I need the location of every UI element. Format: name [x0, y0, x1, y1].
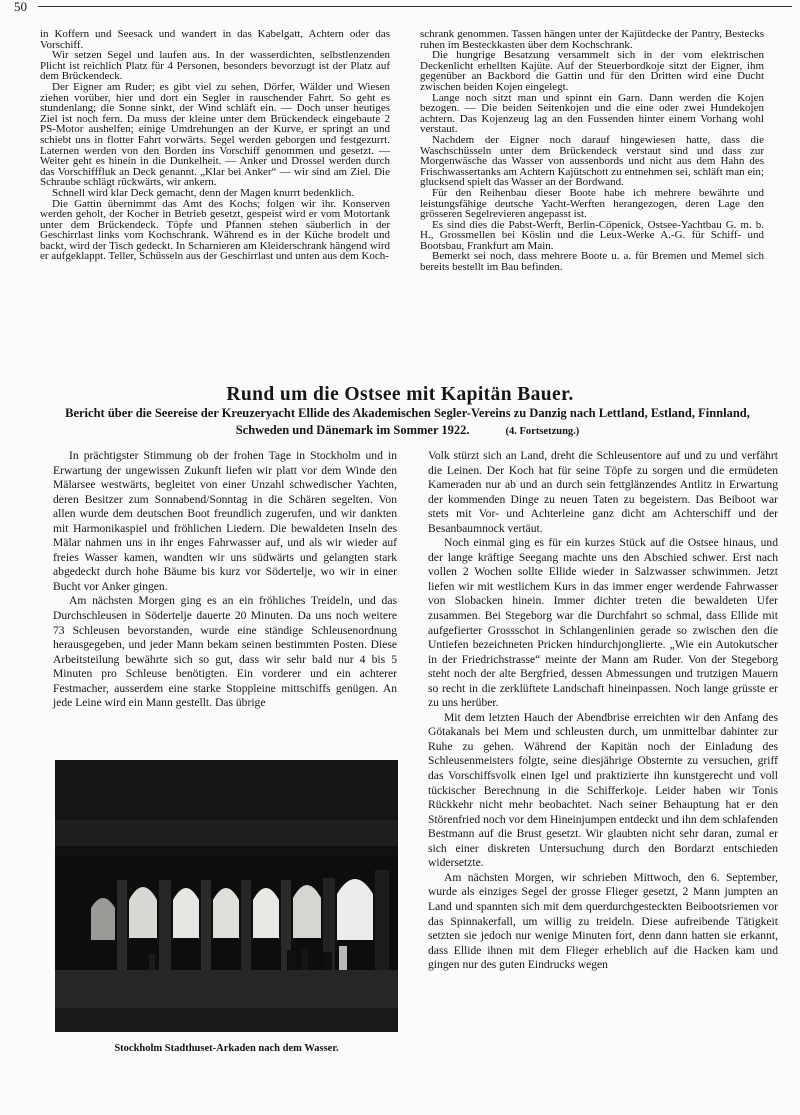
paragraph: Für den Reihenbau dieser Boote habe ich mehrere bewährte und leistungsfähige deutsche Yacht-Werften herangezogen, deren Lage den grösseren Segelrevieren angepasst ist. [420, 186, 764, 221]
article-right-column [428, 449, 778, 973]
paragraph: schrank genommen. Tassen hängen unter der Kajütdecke der Pantry, Bestecks ruhen im Besteckkasten über dem Kochschrank. [420, 28, 764, 51]
paragraph: Am nächsten Morgen, wir schrieben Mittwoch, den 6. September, wurde als einziges Segel der grosse Flieger gesetzt, 2 Mann jumpten an Land und spannten sich mit dem querdurchgesteckten Beibootsriemen vor das Spinnakerfall, um willig zu treideln. Diese aufreibende Tätigkeit setzten sie jedoch nur wenige Minuten fort, denn dann hatten sie erkannt, dass Ellide ihnen mit dem Flieger erheblich auf die Hacken kam und gingen nur des guten Eindrucks wegen [428, 870, 778, 972]
stockholm-arcade-photo [55, 760, 398, 1032]
page-number: 50 [14, 0, 27, 14]
article-title: Rund um die Ostsee mit Kapitän Bauer. [226, 384, 574, 405]
paragraph: Bemerkt sei noch, dass mehrere Boote u. a. für Bremen und Memel sich bereits bestellt im Bau befinden. [420, 250, 764, 274]
paragraph: Die hungrige Besatzung versammelt sich in der vom elektrischen Deckenlicht erhellten Kajüte. Auf der Steuerbordkoje sitzt der Eigner, ihm gegenüber an Backbord die Gattin und für den Dritten wird eine Ducht zwischen beiden Kojen eingelegt. [420, 49, 764, 93]
paragraph: Am nächsten Morgen ging es an ein fröhliches Treideln, und das Durchschleusen in Södertelje dauerte 20 Minuten. Da uns noch weitere 73 Schleusen bevorstanden, wurde eine ständige Schleusenordnung herausgegeben, und jeder Mann bekam seinen bestimmten Posten. Diese Arbeitsteilung bewährte sich so gut, dass wir sehr bald nur 4 bis 5 Minuten pro Schleuse benötigten. Ein vorderer und ein achterer Festmacher, ausserdem eine starke Stoppleine mittschiffs genügen. An jede Leine wird ein Mann gestellt. Das übrige [53, 594, 397, 710]
article-left-column [53, 449, 397, 711]
paragraph: Volk stürzt sich an Land, dreht die Schleusentore auf und zu und verfährt die Leinen. Der Koch hat für seine Töpfe zu sorgen und die ermüdeten Kameraden nur ab und an durch sein fettglänzendes Antlitz in Erwartung der kommenden Dinge zu neuen Taten zu begeistern. Das Beiboot war stets mit Vor- und Achterleine ganz dicht am Achterschiff und der Besanbaumnock vertäut. [428, 449, 778, 535]
paragraph: Wir setzen Segel und laufen aus. In der wasserdichten, selbstlenzenden Plicht ist reichlich Platz für 4 Personen, besonders bevorzugt ist der Platz auf dem Brückendeck. [40, 49, 390, 83]
paragraph: Mit dem letzten Hauch der Abendbrise erreichten wir den Anfang des Götakanals bei Mem und schleusten durch, um unmittelbar dahinter zur Ruhe zu gehen. Während der Kapitän noch der Einladung des Schleusenmeisters folgte, seine diesjährige Obsternte zu versuchen, griff das Vorschiffsvolk einen Igel und praktizierte ihn kunstgerecht und voll tückischer Berechnung in die Schifferkoje. Leider haben wir Tonis Rückkehr nicht mehr beobachtet. Nach seiner Behauptung hat er den Störenfried noch vor dem Hineinjumpen entdeckt und ihn dem schlafenden Bestmann auf die Brust gesetzt. Wir glaubten nicht sehr daran, zumal er sich einer diskreten Untersuchung durch den Bordarzt entschieden widersetzte. [428, 710, 778, 870]
installment-note: (4. Fortsetzung.) [505, 426, 580, 437]
paragraph: Nachdem der Eigner noch darauf hingewiesen hatte, dass die Waschschüsseln unter dem Brückendeck verstaut sind und dass zur Morgenwäsche das Wasser von aussenbords und nicht aus dem Hahn des Frischwassertanks am Achtern Kajütschott zu entnehmen sei, schläft man ein; glucksend spielt das Wasser an der Bordwand. [420, 133, 764, 189]
photo-caption: Stockholm Stadthuset-Arkaden nach dem Wasser. [114, 1043, 339, 1054]
subtitle-text: Bericht über die Seereise der Kreuzeryacht Ellide des Akademischen Segler-Vereins zu Danzig nach Lettland, Estland, Finnland, Schweden und Dänemark im Sommer 1922. [65, 406, 750, 437]
paragraph: Der Eigner am Ruder; es gibt viel zu sehen, Dörfer, Wälder und Wiesen ziehen vorüber, hier und dort ein Segler in rauschender Fahrt. So geht es stundenlang; die Sonne sinkt, der Wind schläft ein. — Doch unser heutiges Ziel ist noch fern. Da muss der kleine unter dem Brückendeck eingebaute 2 PS-Motor aushelfen; einige Umdrehungen an der Kurve, er springt an und schiebt uns in flotter Fahrt vorwärts. Segel werden geborgen und festgezurrt. Laternen werden von den Borden ins Vorschiff genommen und gesetzt. — Weiter geht es hinein in die Dunkelheit. — Anker und Drossel werden durch das Vorschifffluk an Deck genannt. „Klar bei Anker“ — wir sind am Ziel. Die Schraube schlägt rückwärts, wir ankern. [40, 80, 390, 189]
paragraph: Noch einmal ging es für ein kurzes Stück auf die Ostsee hinaus, und der lange kräftige Seegang machte uns den Abschied schwer. Erst nach vollen 2 Wochen sollte Ellide wieder in Salzwasser schwimmen. Jetzt liefen wir mit westlichem Kurs in das immer enger werdende Fahrwasser von Slobacken hinein. Immer dichter treten die bewaldeten Ufer zusammen. Bei Stegeborg war die Durchfahrt so schmal, dass Ellide mit aufgefierter Grossschot in Schlangenlinien gerade so zwischen den die Untiefen bezeichneten Pricken hindurchjonglierte. „Wie ein Autokutscher in der Friedrichstrasse“ meinte der Mann am Ruder. Von der Stegeborg steht noch der alte Bergfried, dessen Abmessungen und trutzigen Mauern so recht in die zerklüftete Landschaft hineinpassen. Noch lange grüsste er zu uns herüber. [428, 536, 778, 710]
article-subtitle [40, 405, 775, 440]
paragraph: Schnell wird klar Deck gemacht, denn der Magen knurrt bedenklich. [52, 186, 355, 199]
header-rule [38, 6, 792, 7]
paragraph: In prächtigster Stimmung ob der frohen Tage in Stockholm und in Erwartung der ungewissen Zukunft liefen wir platt vor dem Winde den Mälarsee westwärts, begleitet von einer Unzahl schwedischer Yachten, deren Besitzer zum Sonnabend/Sonntag in die Schären segelten. Von allen wurde dem deutschen Boot freundlich zugerufen, und wir dankten mit Harmonikaspiel und fröhlichen Liedern. Die bewaldeten Inseln des Mälar nahmen uns in ihr enges Fahrwasser auf, und als wir wieder auf freies Wasser kamen, wandten wir uns südwärts und gelangten stark abgedeckt durch hohe Bäume bis kurz vor Södertelje, wo wir in einer Bucht vor Anker gingen. [53, 449, 397, 593]
paragraph: Es sind dies die Pabst-Werft, Berlin-Cöpenick, Ostsee-Yachtbau G. m. b. H., Grossmellen bei Köslin und die Leux-Werke A.-G. für Schiff- und Bootsbau, Frankfurt am Main. [420, 218, 764, 252]
top-right-column [420, 29, 764, 273]
arcade-photo-drawing [55, 760, 398, 1032]
paragraph: Lange noch sitzt man und spinnt ein Garn. Dann werden die Kojen bezogen. — Die beiden Seitenkojen und die eine oder zwei Hundekojen achtern. Das Kojenzeug lag an den Fussenden hinter einem Vorhang wohl verstaut. [420, 91, 764, 136]
paragraph: in Koffern und Seesack und wandert in das Kabelgatt, Achtern oder das Vorschiff. [40, 28, 390, 51]
top-left-column [40, 29, 390, 262]
paragraph: Die Gattin übernimmt das Amt des Kochs; folgen wir ihr. Konserven werden geholt, der Kocher in Betrieb gesetzt, gespeist wird er vom Motortank unter dem Brückendeck. Töpfe und Pfannen stehen säuberlich in der Geschirrlast links vom Kochschrank. Während es in der Küche brodelt und backt, wird der Tisch gedeckt. In Scharnieren am Kleiderschrank hängend wird er aufgeklappt. Teller, Schüsseln aus der Geschirrlast und unten aus dem Koch- [40, 197, 390, 263]
